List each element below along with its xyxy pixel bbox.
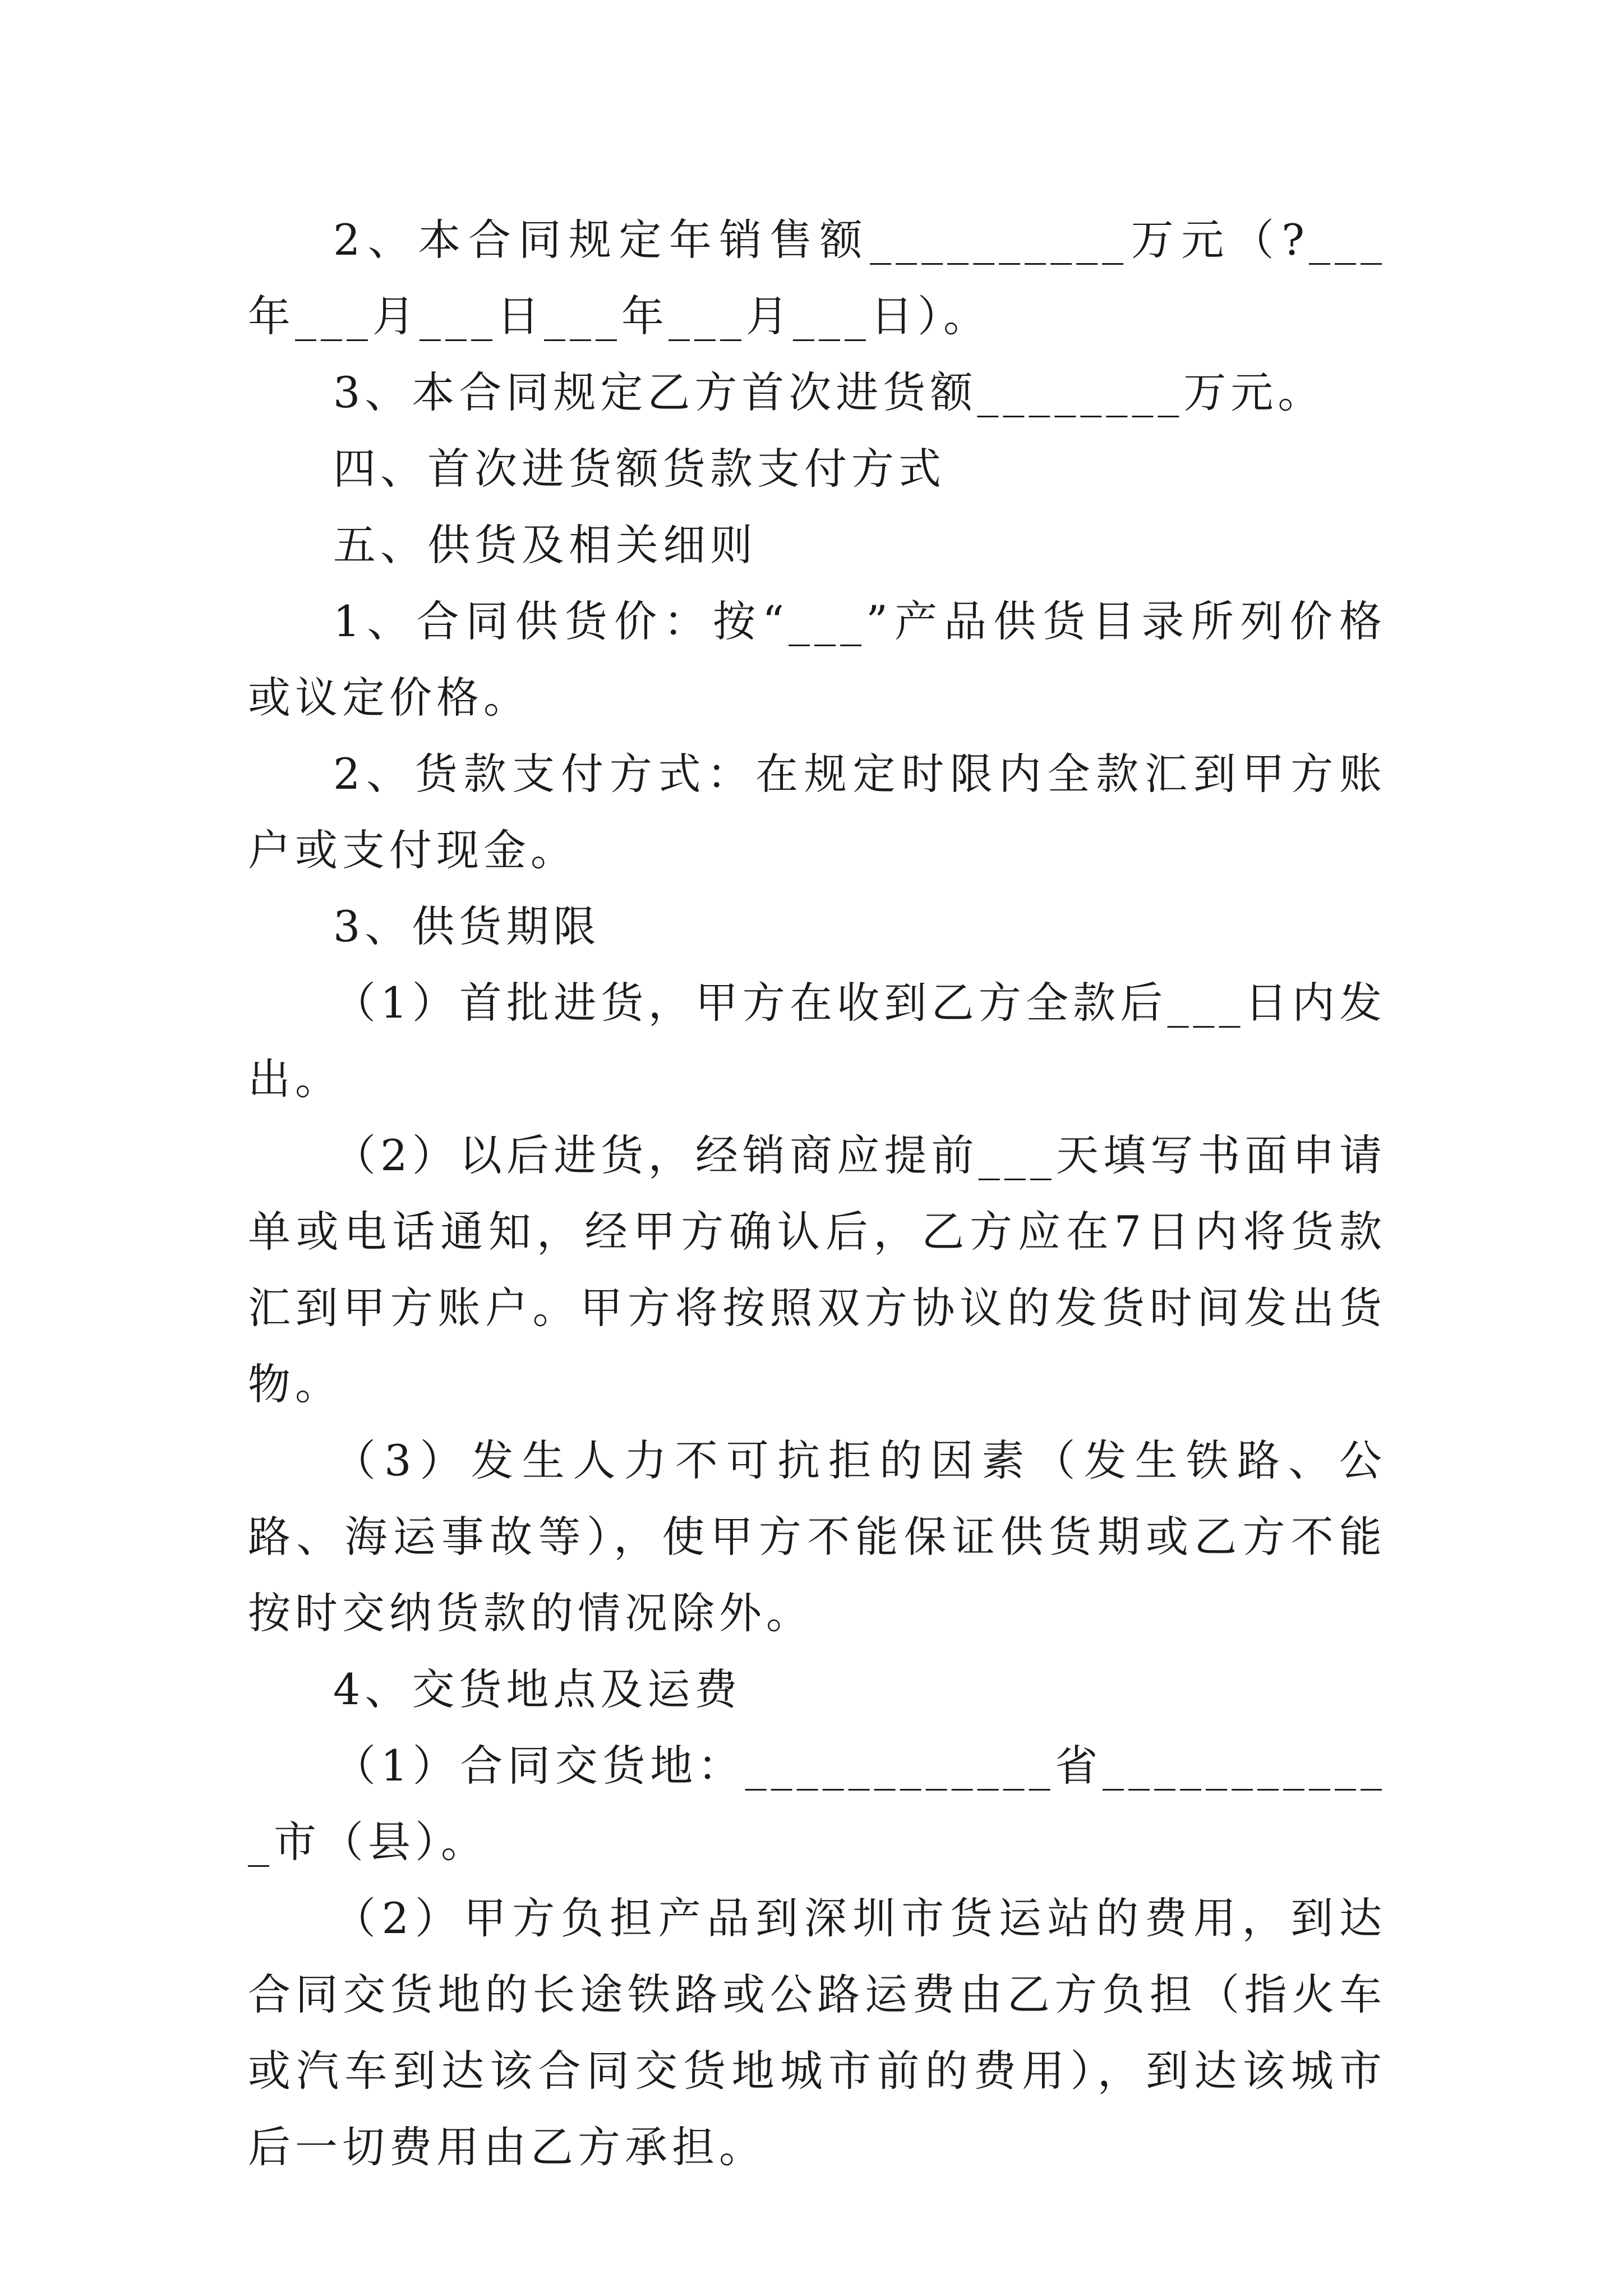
clause-annual-sales: 2、本合同规定年销售额__________万元（?___年___月___日___年___月___日）。 (248, 215, 1386, 341)
section-heading-payment-method: 四、首次进货额货款支付方式 (333, 444, 946, 494)
clause-supply-price: 1、合同供货价：按“___”产品供货目录所列价格或议定价格。 (248, 596, 1386, 723)
document-body (248, 202, 1386, 2185)
clause-payment-method: 2、货款支付方式：在规定时限内全款汇到甲方账户或支付现金。 (248, 749, 1386, 875)
section-heading-supply-rules: 五、供货及相关细则 (333, 520, 757, 570)
clause-first-purchase-amount: 3、本合同规定乙方首次进货额________万元。 (333, 367, 1325, 417)
subclause-later-orders: （2）以后进货，经销商应提前___天填写书面申请单或电话通知，经甲方确认后，乙方应在7日内将货款汇到甲方账户。甲方将按照双方协议的发货时间发出货物。 (248, 1130, 1386, 1409)
clause-delivery-and-freight: 4、交货地点及运费 (333, 1664, 742, 1714)
clause-supply-period: 3、供货期限 (333, 901, 601, 951)
subclause-first-batch: （1）首批进货，甲方在收到乙方全款后___日内发出。 (248, 978, 1386, 1104)
subclause-freight-cost: （2）甲方负担产品到深圳市货运站的费用，到达合同交货地的长途铁路或公路运费由乙方负担（指火车或汽车到达该合同交货地城市前的费用），到达该城市后一切费用由乙方承担。 (248, 1893, 1386, 2172)
subclause-delivery-location: （1）合同交货地：____________省____________市（县）。 (248, 1741, 1386, 1867)
subclause-force-majeure: （3）发生人力不可抗拒的因素（发生铁路、公路、海运事故等），使甲方不能保证供货期或乙方不能按时交纳货款的情况除外。 (248, 1435, 1386, 1638)
